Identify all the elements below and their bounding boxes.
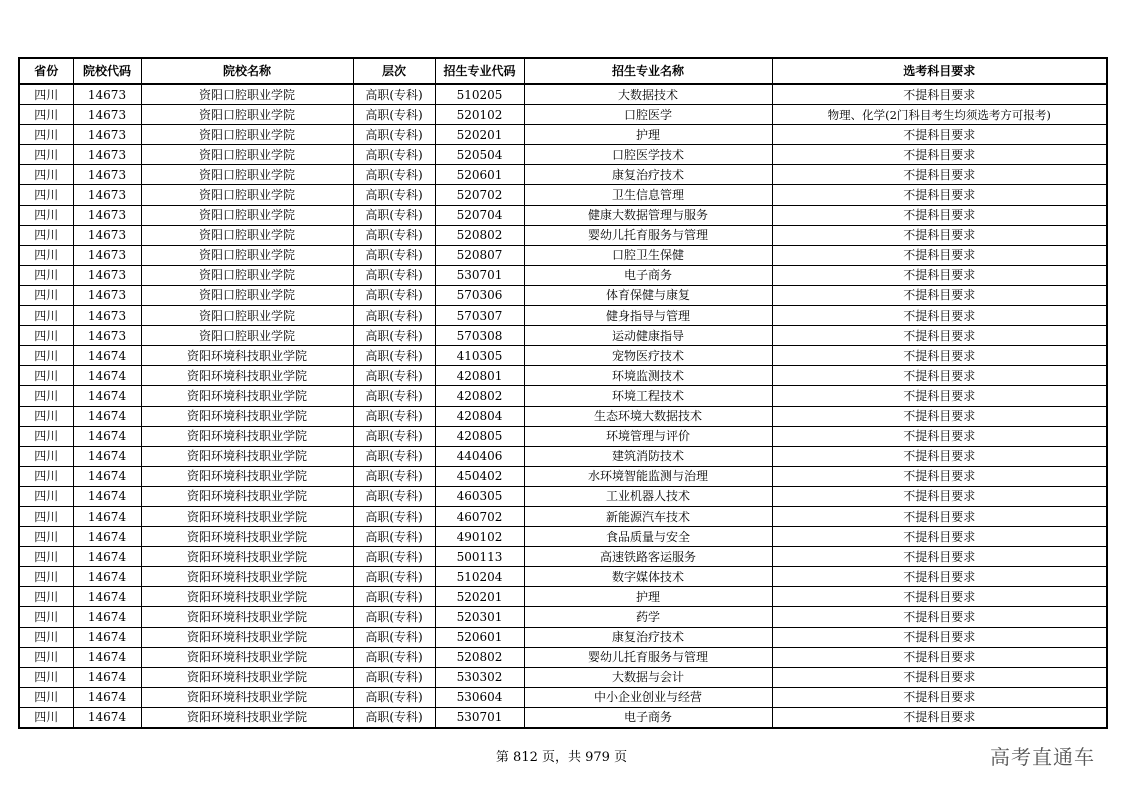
- major-code-cell: 420805: [435, 426, 524, 446]
- table-row: [19, 446, 1107, 466]
- header-school-name: 院校名称: [141, 58, 353, 84]
- table-row: [19, 386, 1107, 406]
- school-name-cell: 资阳口腔职业学院: [141, 145, 353, 165]
- table-row: [19, 667, 1107, 687]
- major-name-cell: 宠物医疗技术: [524, 346, 772, 366]
- major-code-cell: 520601: [435, 165, 524, 185]
- header-major-code: 招生专业代码: [435, 58, 524, 84]
- subject-requirement-cell: 不提科目要求: [772, 567, 1107, 587]
- province-cell: 四川: [19, 587, 73, 607]
- major-name-cell: 婴幼儿托育服务与管理: [524, 647, 772, 667]
- school-name-cell: 资阳环境科技职业学院: [141, 647, 353, 667]
- level-cell: 高职(专科): [353, 326, 435, 346]
- level-cell: 高职(专科): [353, 506, 435, 526]
- major-code-cell: 420802: [435, 386, 524, 406]
- major-name-cell: 工业机器人技术: [524, 486, 772, 506]
- school-name-cell: 资阳口腔职业学院: [141, 185, 353, 205]
- page-number: 第 812 页，共 979 页: [495, 750, 628, 765]
- school-code-cell: 14673: [73, 84, 141, 105]
- major-code-cell: 530302: [435, 667, 524, 687]
- school-code-cell: 14674: [73, 366, 141, 386]
- header-subject-requirement: 选考科目要求: [772, 58, 1107, 84]
- table-row: [19, 346, 1107, 366]
- header-province: 省份: [19, 58, 73, 84]
- school-code-cell: 14674: [73, 647, 141, 667]
- watermark-logo: 高考直通车: [990, 745, 1095, 769]
- level-cell: 高职(专科): [353, 567, 435, 587]
- school-code-cell: 14673: [73, 225, 141, 245]
- table-row: [19, 245, 1107, 265]
- school-name-cell: 资阳环境科技职业学院: [141, 346, 353, 366]
- province-cell: 四川: [19, 366, 73, 386]
- table-row: [19, 587, 1107, 607]
- subject-requirement-cell: 不提科目要求: [772, 306, 1107, 326]
- major-name-cell: 生态环境大数据技术: [524, 406, 772, 426]
- school-name-cell: 资阳环境科技职业学院: [141, 587, 353, 607]
- table-row: [19, 466, 1107, 486]
- school-code-cell: 14673: [73, 165, 141, 185]
- table-row: [19, 105, 1107, 125]
- major-code-cell: 520601: [435, 627, 524, 647]
- table-row: [19, 185, 1107, 205]
- subject-requirement-cell: 不提科目要求: [772, 446, 1107, 466]
- major-name-cell: 建筑消防技术: [524, 446, 772, 466]
- school-name-cell: 资阳环境科技职业学院: [141, 466, 353, 486]
- major-code-cell: 570306: [435, 285, 524, 305]
- major-name-cell: 食品质量与安全: [524, 527, 772, 547]
- school-code-cell: 14673: [73, 326, 141, 346]
- table-row: [19, 306, 1107, 326]
- subject-requirement-cell: 不提科目要求: [772, 527, 1107, 547]
- level-cell: 高职(专科): [353, 406, 435, 426]
- major-code-cell: 520301: [435, 607, 524, 627]
- major-name-cell: 健康大数据管理与服务: [524, 205, 772, 225]
- school-name-cell: 资阳环境科技职业学院: [141, 527, 353, 547]
- major-name-cell: 口腔卫生保健: [524, 245, 772, 265]
- header-school-code: 院校代码: [73, 58, 141, 84]
- table-row: [19, 627, 1107, 647]
- province-cell: 四川: [19, 165, 73, 185]
- subject-requirement-cell: 不提科目要求: [772, 386, 1107, 406]
- major-name-cell: 口腔医学技术: [524, 145, 772, 165]
- major-name-cell: 康复治疗技术: [524, 165, 772, 185]
- major-name-cell: 新能源汽车技术: [524, 506, 772, 526]
- school-code-cell: 14674: [73, 486, 141, 506]
- school-name-cell: 资阳环境科技职业学院: [141, 627, 353, 647]
- province-cell: 四川: [19, 627, 73, 647]
- school-name-cell: 资阳口腔职业学院: [141, 205, 353, 225]
- school-name-cell: 资阳环境科技职业学院: [141, 667, 353, 687]
- subject-requirement-cell: 不提科目要求: [772, 426, 1107, 446]
- province-cell: 四川: [19, 506, 73, 526]
- level-cell: 高职(专科): [353, 285, 435, 305]
- province-cell: 四川: [19, 687, 73, 707]
- major-name-cell: 中小企业创业与经营: [524, 687, 772, 707]
- school-name-cell: 资阳口腔职业学院: [141, 265, 353, 285]
- major-code-cell: 520702: [435, 185, 524, 205]
- table-row: [19, 326, 1107, 346]
- level-cell: 高职(专科): [353, 707, 435, 728]
- school-code-cell: 14674: [73, 607, 141, 627]
- table-row: [19, 506, 1107, 526]
- province-cell: 四川: [19, 306, 73, 326]
- level-cell: 高职(专科): [353, 84, 435, 105]
- level-cell: 高职(专科): [353, 185, 435, 205]
- school-name-cell: 资阳环境科技职业学院: [141, 547, 353, 567]
- table-row: [19, 366, 1107, 386]
- school-name-cell: 资阳口腔职业学院: [141, 326, 353, 346]
- province-cell: 四川: [19, 547, 73, 567]
- school-code-cell: 14673: [73, 265, 141, 285]
- subject-requirement-cell: 不提科目要求: [772, 185, 1107, 205]
- level-cell: 高职(专科): [353, 306, 435, 326]
- major-code-cell: 500113: [435, 547, 524, 567]
- province-cell: 四川: [19, 205, 73, 225]
- province-cell: 四川: [19, 285, 73, 305]
- level-cell: 高职(专科): [353, 205, 435, 225]
- major-name-cell: 环境监测技术: [524, 366, 772, 386]
- major-name-cell: 护理: [524, 587, 772, 607]
- major-code-cell: 520102: [435, 105, 524, 125]
- level-cell: 高职(专科): [353, 607, 435, 627]
- school-code-cell: 14674: [73, 426, 141, 446]
- subject-requirement-cell: 不提科目要求: [772, 486, 1107, 506]
- province-cell: 四川: [19, 667, 73, 687]
- level-cell: 高职(专科): [353, 667, 435, 687]
- table-row: [19, 707, 1107, 728]
- province-cell: 四川: [19, 426, 73, 446]
- table-row: [19, 125, 1107, 145]
- school-code-cell: 14673: [73, 245, 141, 265]
- table-row: [19, 145, 1107, 165]
- province-cell: 四川: [19, 486, 73, 506]
- major-name-cell: 口腔医学: [524, 105, 772, 125]
- province-cell: 四川: [19, 145, 73, 165]
- school-name-cell: 资阳环境科技职业学院: [141, 486, 353, 506]
- major-code-cell: 570307: [435, 306, 524, 326]
- table-row: [19, 406, 1107, 426]
- level-cell: 高职(专科): [353, 145, 435, 165]
- subject-requirement-cell: 不提科目要求: [772, 265, 1107, 285]
- school-code-cell: 14674: [73, 667, 141, 687]
- school-name-cell: 资阳环境科技职业学院: [141, 607, 353, 627]
- table-row: [19, 285, 1107, 305]
- table-row: [19, 687, 1107, 707]
- province-cell: 四川: [19, 225, 73, 245]
- level-cell: 高职(专科): [353, 627, 435, 647]
- province-cell: 四川: [19, 84, 73, 105]
- table-row: [19, 647, 1107, 667]
- school-code-cell: 14674: [73, 627, 141, 647]
- province-cell: 四川: [19, 567, 73, 587]
- major-name-cell: 康复治疗技术: [524, 627, 772, 647]
- major-code-cell: 520807: [435, 245, 524, 265]
- major-name-cell: 运动健康指导: [524, 326, 772, 346]
- major-code-cell: 510205: [435, 84, 524, 105]
- level-cell: 高职(专科): [353, 346, 435, 366]
- school-name-cell: 资阳口腔职业学院: [141, 285, 353, 305]
- province-cell: 四川: [19, 527, 73, 547]
- major-code-cell: 520704: [435, 205, 524, 225]
- major-code-cell: 520201: [435, 125, 524, 145]
- school-code-cell: 14674: [73, 466, 141, 486]
- school-code-cell: 14673: [73, 105, 141, 125]
- level-cell: 高职(专科): [353, 587, 435, 607]
- subject-requirement-cell: 不提科目要求: [772, 627, 1107, 647]
- subject-requirement-cell: 不提科目要求: [772, 667, 1107, 687]
- table-row: [19, 165, 1107, 185]
- major-name-cell: 水环境智能监测与治理: [524, 466, 772, 486]
- school-code-cell: 14673: [73, 145, 141, 165]
- province-cell: 四川: [19, 647, 73, 667]
- major-code-cell: 490102: [435, 527, 524, 547]
- table-row: [19, 486, 1107, 506]
- subject-requirement-cell: 不提科目要求: [772, 607, 1107, 627]
- level-cell: 高职(专科): [353, 527, 435, 547]
- school-name-cell: 资阳口腔职业学院: [141, 84, 353, 105]
- school-name-cell: 资阳环境科技职业学院: [141, 426, 353, 446]
- table-row: [19, 265, 1107, 285]
- province-cell: 四川: [19, 105, 73, 125]
- subject-requirement-cell: 不提科目要求: [772, 466, 1107, 486]
- province-cell: 四川: [19, 406, 73, 426]
- subject-requirement-cell: 不提科目要求: [772, 547, 1107, 567]
- school-name-cell: 资阳口腔职业学院: [141, 125, 353, 145]
- table-row: [19, 426, 1107, 446]
- subject-requirement-cell: 不提科目要求: [772, 647, 1107, 667]
- subject-requirement-cell: 不提科目要求: [772, 687, 1107, 707]
- major-name-cell: 电子商务: [524, 265, 772, 285]
- level-cell: 高职(专科): [353, 366, 435, 386]
- level-cell: 高职(专科): [353, 446, 435, 466]
- subject-requirement-cell: 不提科目要求: [772, 406, 1107, 426]
- major-name-cell: 大数据技术: [524, 84, 772, 105]
- province-cell: 四川: [19, 386, 73, 406]
- subject-requirement-cell: 不提科目要求: [772, 205, 1107, 225]
- level-cell: 高职(专科): [353, 486, 435, 506]
- school-code-cell: 14674: [73, 446, 141, 466]
- table-row: [19, 205, 1107, 225]
- level-cell: 高职(专科): [353, 125, 435, 145]
- major-code-cell: 460305: [435, 486, 524, 506]
- school-name-cell: 资阳环境科技职业学院: [141, 406, 353, 426]
- major-code-cell: 530604: [435, 687, 524, 707]
- province-cell: 四川: [19, 607, 73, 627]
- admissions-table: [18, 57, 1108, 729]
- level-cell: 高职(专科): [353, 225, 435, 245]
- major-name-cell: 婴幼儿托育服务与管理: [524, 225, 772, 245]
- school-code-cell: 14673: [73, 185, 141, 205]
- subject-requirement-cell: 不提科目要求: [772, 145, 1107, 165]
- subject-requirement-cell: 不提科目要求: [772, 125, 1107, 145]
- subject-requirement-cell: 不提科目要求: [772, 366, 1107, 386]
- subject-requirement-cell: 不提科目要求: [772, 165, 1107, 185]
- subject-requirement-cell: 不提科目要求: [772, 506, 1107, 526]
- subject-requirement-cell: 不提科目要求: [772, 225, 1107, 245]
- school-name-cell: 资阳环境科技职业学院: [141, 707, 353, 728]
- major-code-cell: 530701: [435, 707, 524, 728]
- major-code-cell: 520504: [435, 145, 524, 165]
- school-code-cell: 14674: [73, 386, 141, 406]
- major-code-cell: 450402: [435, 466, 524, 486]
- province-cell: 四川: [19, 326, 73, 346]
- level-cell: 高职(专科): [353, 426, 435, 446]
- school-name-cell: 资阳环境科技职业学院: [141, 446, 353, 466]
- major-code-cell: 420801: [435, 366, 524, 386]
- level-cell: 高职(专科): [353, 265, 435, 285]
- level-cell: 高职(专科): [353, 386, 435, 406]
- province-cell: 四川: [19, 446, 73, 466]
- major-code-cell: 420804: [435, 406, 524, 426]
- province-cell: 四川: [19, 185, 73, 205]
- school-name-cell: 资阳口腔职业学院: [141, 225, 353, 245]
- school-code-cell: 14674: [73, 406, 141, 426]
- major-name-cell: 环境管理与评价: [524, 426, 772, 446]
- major-name-cell: 环境工程技术: [524, 386, 772, 406]
- school-name-cell: 资阳环境科技职业学院: [141, 506, 353, 526]
- school-name-cell: 资阳口腔职业学院: [141, 245, 353, 265]
- school-code-cell: 14674: [73, 346, 141, 366]
- school-code-cell: 14673: [73, 205, 141, 225]
- major-code-cell: 520802: [435, 647, 524, 667]
- major-code-cell: 530701: [435, 265, 524, 285]
- school-name-cell: 资阳口腔职业学院: [141, 105, 353, 125]
- subject-requirement-cell: 物理、化学(2门科目考生均须选考方可报考): [772, 105, 1107, 125]
- major-name-cell: 药学: [524, 607, 772, 627]
- school-code-cell: 14674: [73, 687, 141, 707]
- header-major-name: 招生专业名称: [524, 58, 772, 84]
- subject-requirement-cell: 不提科目要求: [772, 326, 1107, 346]
- subject-requirement-cell: 不提科目要求: [772, 84, 1107, 105]
- school-name-cell: 资阳口腔职业学院: [141, 165, 353, 185]
- major-name-cell: 电子商务: [524, 707, 772, 728]
- school-name-cell: 资阳环境科技职业学院: [141, 687, 353, 707]
- subject-requirement-cell: 不提科目要求: [772, 707, 1107, 728]
- major-name-cell: 护理: [524, 125, 772, 145]
- school-code-cell: 14674: [73, 527, 141, 547]
- table-row: [19, 567, 1107, 587]
- header-row: [19, 58, 1107, 84]
- school-name-cell: 资阳环境科技职业学院: [141, 386, 353, 406]
- school-code-cell: 14674: [73, 547, 141, 567]
- school-code-cell: 14673: [73, 285, 141, 305]
- province-cell: 四川: [19, 245, 73, 265]
- school-name-cell: 资阳口腔职业学院: [141, 306, 353, 326]
- subject-requirement-cell: 不提科目要求: [772, 245, 1107, 265]
- school-code-cell: 14674: [73, 506, 141, 526]
- province-cell: 四川: [19, 265, 73, 285]
- level-cell: 高职(专科): [353, 547, 435, 567]
- table-row: [19, 547, 1107, 567]
- province-cell: 四川: [19, 125, 73, 145]
- major-code-cell: 520802: [435, 225, 524, 245]
- school-code-cell: 14673: [73, 306, 141, 326]
- subject-requirement-cell: 不提科目要求: [772, 587, 1107, 607]
- level-cell: 高职(专科): [353, 165, 435, 185]
- major-code-cell: 460702: [435, 506, 524, 526]
- major-name-cell: 大数据与会计: [524, 667, 772, 687]
- major-code-cell: 520201: [435, 587, 524, 607]
- table-row: [19, 607, 1107, 627]
- school-name-cell: 资阳环境科技职业学院: [141, 567, 353, 587]
- major-name-cell: 高速铁路客运服务: [524, 547, 772, 567]
- table-row: [19, 225, 1107, 245]
- province-cell: 四川: [19, 707, 73, 728]
- major-code-cell: 440406: [435, 446, 524, 466]
- level-cell: 高职(专科): [353, 105, 435, 125]
- table-row: [19, 84, 1107, 105]
- school-code-cell: 14673: [73, 125, 141, 145]
- major-code-cell: 510204: [435, 567, 524, 587]
- province-cell: 四川: [19, 346, 73, 366]
- school-name-cell: 资阳环境科技职业学院: [141, 366, 353, 386]
- table-header: [19, 58, 1107, 84]
- level-cell: 高职(专科): [353, 647, 435, 667]
- school-code-cell: 14674: [73, 567, 141, 587]
- school-code-cell: 14674: [73, 707, 141, 728]
- level-cell: 高职(专科): [353, 466, 435, 486]
- major-code-cell: 410305: [435, 346, 524, 366]
- province-cell: 四川: [19, 466, 73, 486]
- table-row: [19, 527, 1107, 547]
- subject-requirement-cell: 不提科目要求: [772, 346, 1107, 366]
- level-cell: 高职(专科): [353, 687, 435, 707]
- school-code-cell: 14674: [73, 587, 141, 607]
- level-cell: 高职(专科): [353, 245, 435, 265]
- major-name-cell: 卫生信息管理: [524, 185, 772, 205]
- major-name-cell: 健身指导与管理: [524, 306, 772, 326]
- major-name-cell: 体育保健与康复: [524, 285, 772, 305]
- header-level: 层次: [353, 58, 435, 84]
- table-body: [19, 84, 1107, 728]
- major-code-cell: 570308: [435, 326, 524, 346]
- major-name-cell: 数字媒体技术: [524, 567, 772, 587]
- subject-requirement-cell: 不提科目要求: [772, 285, 1107, 305]
